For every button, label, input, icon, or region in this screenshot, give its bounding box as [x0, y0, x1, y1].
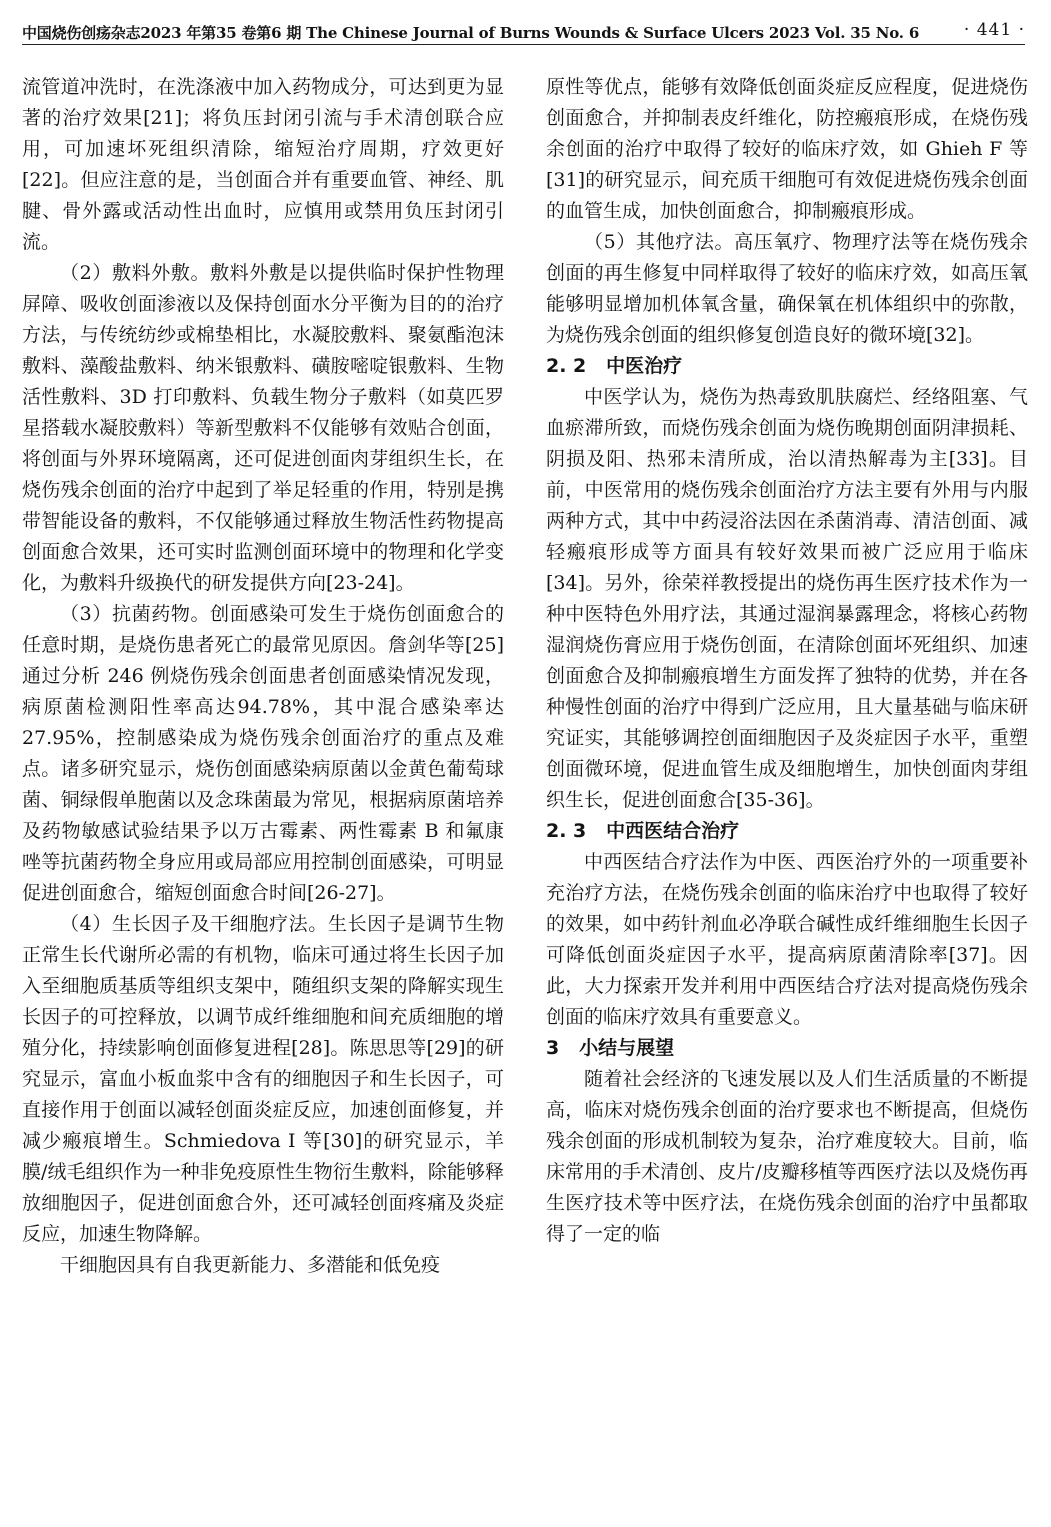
right-column — [546, 72, 1028, 1512]
section-heading-summary: 3 小结与展望 — [546, 1037, 675, 1059]
section-heading-tcm-treatment: 2. 2 中医治疗 — [546, 355, 683, 377]
paragraph-growth-factor-stem-cell: （4）生长因子及干细胞疗法。生长因子是调节生物正常生长代谢所必需的有机物，临床可通过将生长因子加入至细胞质基质等组织支架中，随组织支架的降解实现生长因子的可控释放，以调节成纤维细胞和间充质细胞的增殖分化，持续影响创面修复进程[28]。陈思思等[29]的研究显示，富血小板血浆中含有的细胞因子和生长因子，可直接作用于创面以减轻创面炎症反应，加速创面修复，并减少瘢痕增生。Schmiedova I 等[30]的研究显示，羊膜/绒毛组织作为一种非免疫原性生物衍生敷料，除能够释放细胞因子，促进创面愈合外，还可减轻创面疼痛及炎症反应，加速生物降解。 — [22, 913, 504, 1245]
paragraph-integrated-treatment: 中西医结合疗法作为中医、西医治疗外的一项重要补充治疗方法，在烧伤残余创面的临床治疗中也取得了较好的效果，如中药针剂血必净联合碱性成纤维细胞生长因子可降低创面炎症因子水平，提高病原菌清除率[37]。因此，大力探索开发并利用中西医结合疗法对提高烧伤残余创面的临床疗效具有重要意义。 — [546, 851, 1028, 1028]
paragraph-dressings: （2）敷料外敷。敷料外敷是以提供临时保护性物理屏障、吸收创面渗液以及保持创面水分平衡为目的的治疗方法，与传统纺纱或棉垫相比，水凝胶敷料、聚氨酯泡沫敷料、藻酸盐敷料、纳米银敷料、磺胺嘧啶银敷料、生物活性敷料、3D 打印敷料、负载生物分子敷料（如莫匹罗星搭载水凝胶敷料）等新型敷料不仅能够有效贴合创面，将创面与外界环境隔离，还可促进创面肉芽组织生长，在烧伤残余创面的治疗中起到了举足轻重的作用，特别是携带智能设备的敷料，不仅能够通过释放生物活性药物提高创面愈合效果，还可实时监测创面环境中的物理和化学变化，为敷料升级换代的研发提供方向[23-24]。 — [22, 262, 504, 594]
left-column — [22, 72, 504, 1512]
section-heading-integrated-treatment: 2. 3 中西医结合治疗 — [546, 820, 740, 842]
paragraph-negative-pressure-continued: 流管道冲洗时，在洗涤液中加入药物成分，可达到更为显著的治疗效果[21]；将负压封闭引流与手术清创联合应用，可加速坏死组织清除，缩短治疗周期，疗效更好[22]。但应注意的是，当创面合并有重要血管、神经、肌腱、骨外露或活动性出血时，应慎用或禁用负压封闭引流。 — [22, 76, 504, 253]
paragraph-antibacterial-drugs: （3）抗菌药物。创面感染可发生于烧伤创面愈合的任意时期，是烧伤患者死亡的最常见原因。詹剑华等[25]通过分析 246 例烧伤残余创面患者创面感染情况发现，病原菌检测阳性率高达94.78%，其中混合感染率达 27.95%，控制感染成为烧伤残余创面治疗的重点及难点。诸多研究显示，烧伤创面感染病原菌以金黄色葡萄球菌、铜绿假单胞菌以及念珠菌最为常见，根据病原菌培养及药物敏感试验结果予以万古霉素、两性霉素 B 和氟康唑等抗菌药物全身应用或局部应用控制创面感染，可明显促进创面愈合，缩短创面愈合时间[26-27]。 — [22, 603, 504, 904]
journal-citation-line: 中国烧伤创疡杂志2023 年第35 卷第6 期 The Chinese Journal of Burns Wounds & Surface Ulcers 2023 Vol. 35 No. 6 — [22, 24, 920, 42]
paragraph-tcm-treatment: 中医学认为，烧伤为热毒致肌肤腐烂、经络阻塞、气血瘀滞所致，而烧伤残余创面为烧伤晚期创面阴津损耗、阴损及阳、热邪未清所成，治以清热解毒为主[33]。目前，中医常用的烧伤残余创面治疗方法主要有外用与内服两种方式，其中中药浸浴法因在杀菌消毒、清洁创面、减轻瘢痕形成等方面具有较好效果而被广泛应用于临床[34]。另外，徐荣祥教授提出的烧伤再生医疗技术作为一种中医特色外用疗法，其通过湿润暴露理念，将核心药物湿润烧伤膏应用于烧伤创面，在清除创面坏死组织、加速创面愈合及抑制瘢痕增生方面发挥了独特的优势，并在各种慢性创面的治疗中得到广泛应用，且大量基础与临床研究证实，其能够调控创面细胞因子及炎症因子水平，重塑创面微环境，促进血管生成及细胞增生，加快创面肉芽组织生长，促进创面愈合[35-36]。 — [546, 386, 1028, 811]
paragraph-other-therapies: （5）其他疗法。高压氧疗、物理疗法等在烧伤残余创面的再生修复中同样取得了较好的临床疗效，如高压氧能够明显增加机体氧含量，确保氧在机体组织中的弥散，为烧伤残余创面的组织修复创造良好的微环境[32]。 — [546, 231, 1028, 346]
page-number: · 441 · — [963, 20, 1025, 40]
running-header — [22, 20, 1025, 50]
header-rule — [22, 44, 1025, 45]
paragraph-stem-cell-start: 干细胞因具有自我更新能力、多潜能和低免疫 — [60, 1254, 441, 1276]
paragraph-stem-cell-continued: 原性等优点，能够有效降低创面炎症反应程度，促进烧伤创面愈合，并抑制表皮纤维化，防控瘢痕形成，在烧伤残余创面的治疗中取得了较好的临床疗效，如 Ghieh F 等[31]的研究显示，间充质干细胞可有效促进烧伤残余创面的血管生成，加快创面愈合，抑制瘢痕形成。 — [546, 76, 1028, 222]
paragraph-summary: 随着社会经济的飞速发展以及人们生活质量的不断提高，临床对烧伤残余创面的治疗要求也不断提高，但烧伤残余创面的形成机制较为复杂，治疗难度较大。目前，临床常用的手术清创、皮片/皮瓣移植等西医疗法以及烧伤再生医疗技术等中医疗法，在烧伤残余创面的治疗中虽都取得了一定的临 — [546, 1068, 1028, 1245]
